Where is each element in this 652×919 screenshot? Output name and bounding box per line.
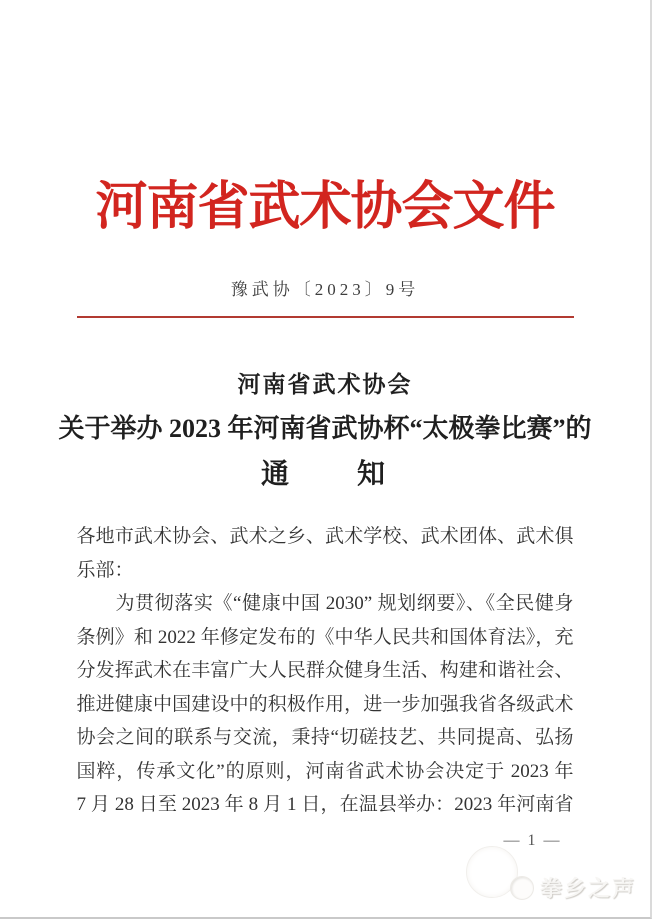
- body-line: 推进健康中国建设中的积极作用，进一步加强我省各级武术: [76, 693, 574, 715]
- body-line: 乐部：: [76, 559, 134, 581]
- body-line: 条例》和 2022 年修定发布的《中华人民共和国体育法》，充: [76, 626, 574, 648]
- brand-watermark: [510, 872, 636, 903]
- notice-body: [77, 520, 574, 857]
- document-number: 豫武协〔2023〕9号: [230, 280, 420, 299]
- notice-title-block: [0, 370, 650, 493]
- body-line: 7 月 28 日至 2023 年 8 月 1 日，在温县举办：2023 年河南省: [76, 794, 574, 815]
- org-masthead-title: 河南省武术协会文件: [95, 179, 555, 236]
- red-divider-rule: [77, 316, 574, 318]
- body-line: 协会之间的联系与交流，秉持“切磋技艺、共同提高、弘扬: [76, 727, 574, 748]
- body-line: 国粹，传承文化”的原则，河南省武术协会决定于 2023 年: [76, 760, 574, 782]
- notice-title-subject: 关于举办 2023 年河南省武协杯“太极拳比赛”的: [58, 414, 592, 443]
- watermark-logo-icon: [510, 876, 534, 900]
- page-number: — 1 —: [503, 831, 562, 849]
- body-line: 分发挥武术在丰富广大人民群众健身生活、构建和谐社会、: [76, 660, 574, 681]
- body-line: 各地市武术协会、武术之乡、武术学校、武术团体、武术俱: [76, 526, 574, 547]
- body-line: 为贯彻落实《“健康中国 2030” 规划纲要》、《全民健身: [115, 593, 574, 614]
- notice-title-notice: 通 知: [260, 459, 389, 490]
- notice-title-org: 河南省武术协会: [237, 372, 413, 397]
- watermark-label: 拳乡之声: [539, 876, 636, 901]
